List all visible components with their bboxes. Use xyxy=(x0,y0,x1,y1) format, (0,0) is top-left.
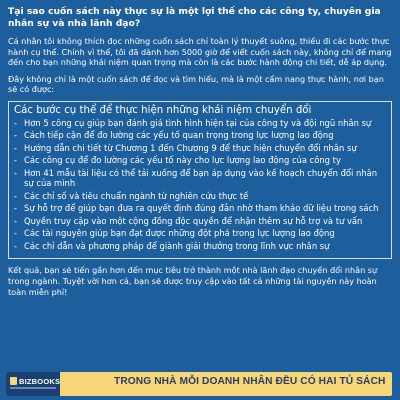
conclusion-paragraph: Kết quả, bạn sẽ tiến gần hơn đến mục tiêu trở thành một nhà lãnh đạo chuyển đổi nhân sự trong ngành. Tuyệt vời hơn cả, bạn sẽ được truy cập vào tất cả những tài nguyên này hoàn toàn miễn phí! xyxy=(8,265,378,297)
section-heading: Tại sao cuốn sách này thực sự là một lợi thế cho các công ty, chuyên gia nhân sự và nhà lãnh đạo? xyxy=(8,6,381,29)
list-item: - Các tài nguyên giúp bạn đạt được những đột phá trong lực lượng lao động xyxy=(14,228,386,239)
benefits-list xyxy=(14,118,386,252)
list-item: - Sự hỗ trợ để giúp bạn đưa ra quyết định đúng đắn nhờ tham khảo dữ liệu trong sách xyxy=(14,203,386,214)
book-description xyxy=(8,6,392,303)
intro-paragraph: Cá nhân tôi không thích đọc những cuốn sách chỉ toàn lý thuyết suông, thiếu đi các bước thực hành cụ thể. Chính vì thế, tôi đã dành hơn 5000 giờ để viết cuốn sách này, không chỉ để mang đến cho bạn những khái niệm quan trọng mà còn là các bước hành động chi tiết, dễ áp dụng. xyxy=(8,36,392,68)
practice-paragraph: Đây không chỉ là một cuốn sách để đọc và tìm hiểu, mà là một cẩm nang thực hành, nơi bạn sẽ có được: xyxy=(8,73,384,95)
list-item: - Cách tiếp cận để đo lường các yếu tố quan trọng trong lực lượng lao động xyxy=(14,130,386,141)
list-item: - Các chỉ dẫn và phương pháp để giành giải thưởng trong lĩnh vực nhân sự xyxy=(14,241,386,252)
bizbooks-logo: BIZBOOKS xyxy=(19,377,61,386)
logo-panel xyxy=(6,372,60,396)
banner-slogan: TRONG NHÀ MỖI DOANH NHÂN ĐỀU CÓ HAI TỦ SÁCH xyxy=(114,376,386,387)
bizbooks-logo-icon xyxy=(10,377,17,385)
benefits-box-title: Các bước cụ thể để thực hiện những khái niệm chuyển đổi xyxy=(14,104,312,116)
bizbooks-banner[interactable] xyxy=(6,372,392,396)
benefits-box xyxy=(8,101,392,260)
list-item: - Các chỉ số và tiêu chuẩn ngành từ nghiên cứu thực tế xyxy=(14,191,386,202)
list-item: - Quyền truy cập vào một cộng đồng độc quyền để nhận thêm sự hỗ trợ và tư vấn xyxy=(14,216,386,227)
list-item: - Hướng dẫn chi tiết từ Chương 1 đến Chương 9 để thực hiện chuyển đổi nhân sự xyxy=(14,143,386,154)
list-item: - Các công cụ để đo lường các yếu tố này cho lực lượng lao động của công ty xyxy=(14,155,386,166)
logo-divider xyxy=(10,387,56,389)
list-item: - Hơn 41 mẫu tài liệu có thể tải xuống để bạn áp dụng vào kế hoạch chuyển đổi nhân sự của mình xyxy=(14,168,386,189)
list-item: - Hơn 5 công cụ giúp bạn đánh giá tình hình hiện tại của công ty và đội ngũ nhân sự xyxy=(14,118,386,129)
